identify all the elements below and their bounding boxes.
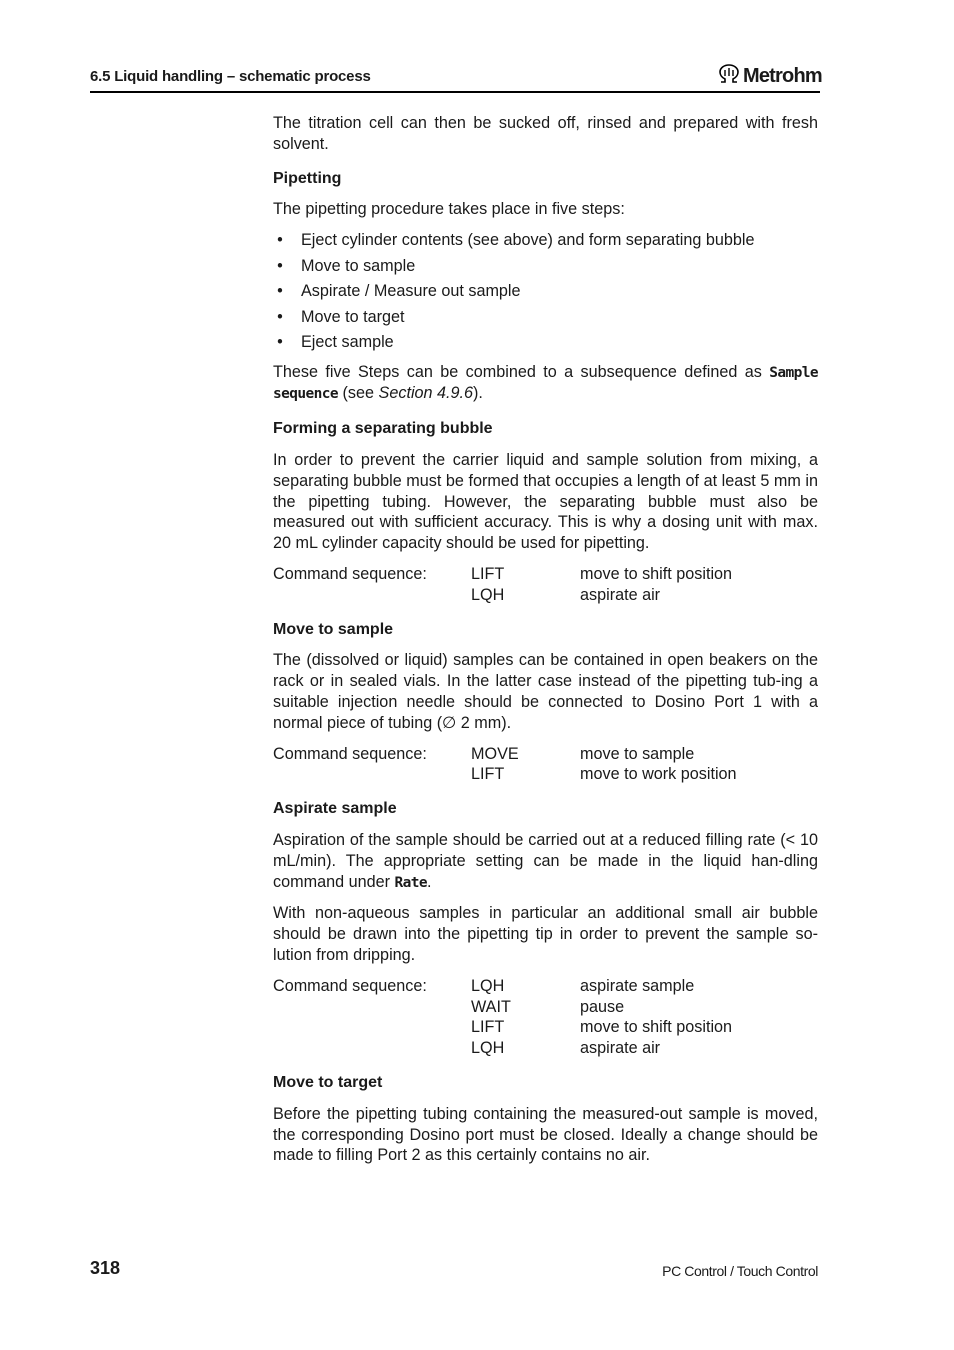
sample-sequence-code: Sample sequence (273, 364, 818, 403)
list-item: • Eject cylinder contents (see above) and form separating bubble (273, 230, 818, 256)
list-item: • Move to sample (273, 256, 818, 282)
table-row: Command sequence: MOVE move to sample (273, 744, 695, 763)
page-content (273, 113, 818, 1166)
list-item: • Move to target (273, 307, 818, 333)
bubble-command-table (273, 564, 818, 606)
table-row: LQH aspirate air (471, 585, 661, 604)
aspirate-command-table (273, 976, 818, 1059)
heading-aspirate-sample: Aspirate sample (273, 800, 397, 818)
table-row: LQH aspirate air (471, 1039, 661, 1058)
heading-move-to-sample: Move to sample (273, 620, 394, 638)
bullet-icon: • (277, 307, 283, 326)
move-sample-paragraph: The (dissolved or liquid) samples can be contained in open beakers on the rack or in sealed vials. In the latter case instead of the pipetting tub-ing a suitable injection needle should be connected to Dosino Port 1 with a normal piece of tubing (∅ 2 mm). (273, 651, 818, 732)
aspirate-paragraph: Aspiration of the sample should be carried out at a reduced filling rate (< 10 mL/min). The appropriate setting can be made in the liquid han-dling command under Rate. (273, 831, 818, 891)
table-row: WAIT pause (471, 997, 625, 1016)
list-item: • Eject sample (273, 332, 818, 358)
table-row: LIFT move to work position (471, 765, 737, 784)
bullet-icon: • (277, 333, 283, 352)
section-header-title: 6.5 Liquid handling – schematic process (90, 68, 371, 85)
bubble-paragraph: In order to prevent the carrier liquid and sample solution from mixing, a separating bubble must be formed that occupies a length of at least 5 mm in the pipetting tubing. However, the separating bubble must also be measured out with sufficient accuracy. This is why a dosing unit with max. 20 mL cylinder capacity should be used for pipetting. (273, 451, 818, 553)
footer-doc-title: PC Control / Touch Control (662, 1263, 818, 1279)
page-number: 318 (90, 1258, 121, 1278)
table-row: Command sequence: LIFT move to shift position (273, 565, 733, 584)
heading-separating-bubble: Forming a separating bubble (273, 420, 493, 438)
table-row: Command sequence: LQH aspirate sample (273, 976, 695, 995)
bullet-icon: • (277, 256, 283, 275)
heading-pipetting: Pipetting (273, 169, 342, 187)
bullet-icon: • (277, 231, 283, 250)
rate-code: Rate (394, 874, 428, 891)
metrohm-logo (718, 63, 822, 89)
bullet-icon: • (277, 282, 283, 301)
logo-text: Metrohm (743, 64, 822, 87)
list-item: • Aspirate / Measure out sample (273, 281, 818, 307)
table-row: LIFT move to shift position (471, 1018, 733, 1037)
intro-paragraph: The titration cell can then be sucked off, rinsed and prepared with fresh solvent. (273, 114, 818, 153)
move-sample-command-table (273, 744, 818, 786)
pipetting-lead: The pipetting procedure takes place in five steps: (273, 200, 625, 219)
pipetting-steps-list (273, 230, 818, 358)
section-reference: Section 4.9.6 (378, 384, 474, 403)
move-target-paragraph: Before the pipetting tubing containing the measured-out sample is moved, the corresponding Dosino port must be closed. Ideally a change should be made to filling Port 2 as this certainly contains no air. (273, 1104, 818, 1165)
omega-icon (718, 64, 740, 89)
pipetting-combined-paragraph: These five Steps can be combined to a subsequence defined as Sample sequence (see Section 4.9.6). (273, 362, 818, 403)
header-rule (90, 91, 820, 93)
aspirate-paragraph-2: With non-aqueous samples in particular an additional small air bubble should be drawn into the pipetting tip in order to prevent the sample so-lution from dripping. (273, 904, 818, 965)
heading-move-to-target: Move to target (273, 1074, 383, 1091)
